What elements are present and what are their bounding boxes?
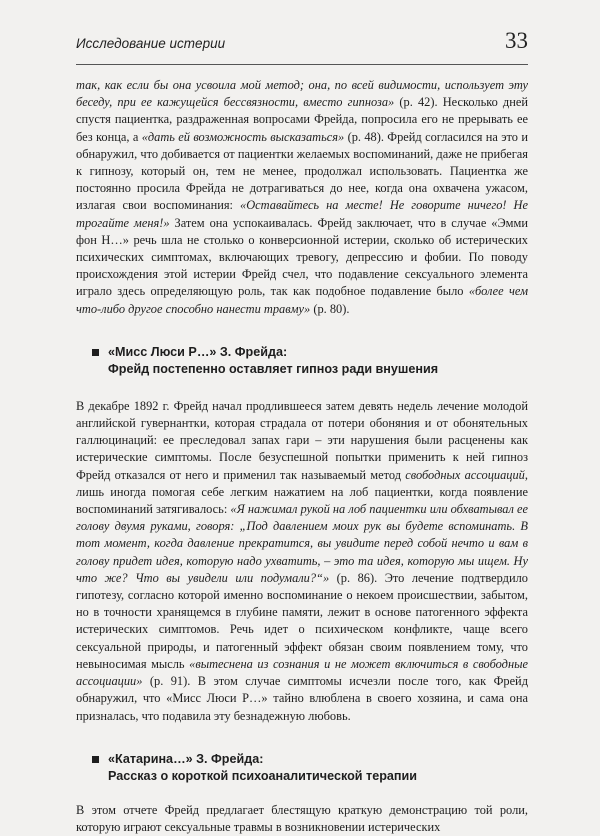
text-span: Затем она успокаивалась. Фрейд заключает, что в случае «Эмми фон Н…» речь шла не столько о конверсионной истерии, сколько об истерических психических симптомах, включающих тревогу, депрессию и фобии. По поводу происхождения этой истерии Фрейд счел, что подавление сексуального элемента играло здесь определяющую роль, так как подобное подавление было: [76, 215, 528, 299]
paragraph: [76, 77, 528, 318]
quote-span: «вытеснена из сознания и не может включиться в свободные ассоциации»: [76, 656, 528, 689]
text-span: (p. 91). В этом случае симптомы исчезли после того, как Фрейд обнаружил, что «Мисс Люси Р…» тайно влюблена в своего хозяина, и сама она призналась, что подавила эту безнадежную любовь.: [76, 674, 528, 723]
quote-span: «дать ей возможность высказаться»: [141, 129, 345, 144]
paragraph: [76, 802, 528, 836]
square-bullet-icon: [92, 349, 99, 356]
text-span: (p. 48). Фрейд согласился на это и обнаружил, что добивается от пациентки желаемых воспоминаний, даже не прибегая к гипнозу, который он, тем не менее, продолжал использовать. Пациентка же постоянно просила Фрейда не дотрагиваться до нее, когда она охвачена ужасом, излагая свои воспоминания:: [76, 129, 528, 213]
section-heading-line: Рассказ о короткой психоаналитической терапии: [108, 768, 417, 783]
running-header: [76, 28, 528, 65]
text-span: (p. 86). Это лечение подтвердило гипотезу, согласно которой именно воспоминание о некоем происшествии, забытом, но в точности хранящемся в глубине памяти, лежит в основе патогенного эффекта истерических симптомов. Речь идет о психическом конфликте, чаще всего сексуальной природы, и патогенный эффект обязан своим появлением тому, что невыносимая мысль: [76, 570, 528, 671]
text-span: В декабре 1892 г. Фрейд начал продлившееся затем девять недель лечение молодой английской гувернантки, которая страдала от потери обоняния и от обонятельных галлюцинаций: ее преследовал запах гари – эти нарушения были расценены как истерические симптомы. После безуспешной попытки применить к ней гипноз Фрейд отказался от него и применил так называемый метод: [76, 398, 528, 482]
quote-span: так, как если бы она усвоила мой метод; она, по всей видимости, использует эту беседу, при ее кажущейся бессвязности, вместо гипноза»: [76, 78, 528, 110]
section-heading: [92, 344, 528, 378]
text-span: (p. 42). Несколько дней спустя пациентка, раздраженная вопросами Фрейда, попросила его не прерывать ее без конца, а: [76, 95, 529, 144]
text-span: В этом отчете Фрейд предлагает блестящую краткую демонстрацию той роли, которую играют сексуальные травмы в возникновении истерических: [76, 802, 528, 834]
section-heading: [92, 751, 528, 785]
section-heading-line: «Катарина…» З. Фрейда:: [108, 751, 264, 766]
text-span: , лишь иногда помогая себе легким нажатием на лоб пациентки, когда появление воспоминаний затягивалось:: [76, 467, 528, 517]
page-number: 33: [505, 28, 528, 53]
paragraph: [76, 398, 528, 725]
running-title: Исследование истерии: [76, 36, 226, 51]
square-bullet-icon: [92, 756, 99, 763]
quote-span: «более чем что-либо другое способно нанести травму»: [76, 284, 529, 316]
quote-span: «Оставайтесь на месте! Не говорите ничего! Не трогайте меня!»: [76, 198, 528, 230]
quote-span: «Я нажимал рукой на лоб пациентки или обхватывал ее голову двумя руками, говоря: „Под давлением моих рук вы будете вспоминать. В тот момент, когда давление прекратится, вы увидите перед собой нечто и вам в голову придет идея, которую надо ухватить, – это та идея, которую мы ищем. Ну что же? Что вы увидели или подумали?“»: [76, 502, 528, 585]
section-heading-line: Фрейд постепенно оставляет гипноз ради внушения: [108, 361, 439, 376]
quote-span: свободных ассоциаций: [405, 467, 525, 482]
section-heading-line: «Мисс Люси Р…» З. Фрейда:: [108, 344, 288, 359]
page-body: [76, 77, 528, 836]
text-span: (p. 80).: [310, 301, 350, 316]
